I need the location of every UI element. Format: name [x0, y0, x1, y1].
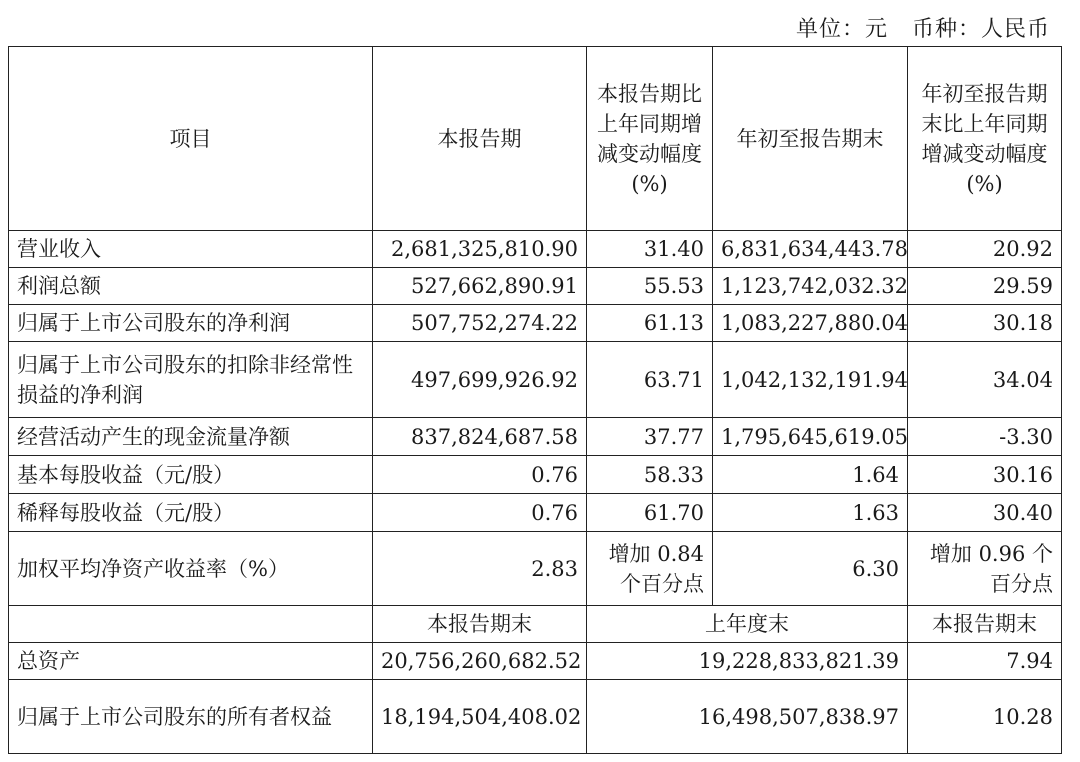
subheader-last-year-end: 上年度末: [587, 606, 908, 643]
unit-currency-line: [772, 12, 1050, 43]
header-current-change: 本报告期比上年同期增减变动幅度(%): [587, 47, 713, 231]
row-current-change: 61.70: [587, 494, 713, 532]
row-current: 0.76: [373, 494, 587, 532]
row-item: 归属于上市公司股东的净利润: [9, 305, 373, 342]
row-ytd: 6.30: [713, 532, 908, 606]
table-row: [9, 532, 1062, 606]
row-ytd: 6,831,634,443.78: [713, 231, 908, 268]
table-row: [9, 680, 1062, 754]
balance-last-year-end: 19,228,833,821.39: [587, 643, 908, 680]
row-ytd-change: 34.04: [908, 342, 1062, 418]
row-current-change: 增加 0.84 个百分点: [587, 532, 713, 606]
row-ytd-change: 30.18: [908, 305, 1062, 342]
balance-item: 归属于上市公司股东的所有者权益: [9, 680, 373, 754]
row-current: 507,752,274.22: [373, 305, 587, 342]
currency-label: 币种：人民币: [911, 17, 1050, 42]
row-ytd: 1,083,227,880.04: [713, 305, 908, 342]
row-item: 营业收入: [9, 231, 373, 268]
row-item: 基本每股收益（元/股）: [9, 456, 373, 494]
row-current: 527,662,890.91: [373, 268, 587, 305]
row-current: 2,681,325,810.90: [373, 231, 587, 268]
row-item: 经营活动产生的现金流量净额: [9, 418, 373, 456]
row-ytd-change: 29.59: [908, 268, 1062, 305]
row-current-change: 37.77: [587, 418, 713, 456]
subheader-change: 本报告期末: [908, 606, 1062, 643]
row-item: 加权平均净资产收益率（%）: [9, 532, 373, 606]
row-current: 497,699,926.92: [373, 342, 587, 418]
row-item: 归属于上市公司股东的扣除非经常性损益的净利润: [9, 342, 373, 418]
row-current-change: 61.13: [587, 305, 713, 342]
header-item: 项目: [9, 47, 373, 231]
row-ytd: 1.63: [713, 494, 908, 532]
row-current-change: 63.71: [587, 342, 713, 418]
balance-change: 7.94: [908, 643, 1062, 680]
row-ytd-change: 增加 0.96 个百分点: [908, 532, 1062, 606]
row-ytd-change: 20.92: [908, 231, 1062, 268]
table-row: [9, 418, 1062, 456]
table-row: [9, 643, 1062, 680]
table-row: [9, 456, 1062, 494]
row-ytd: 1.64: [713, 456, 908, 494]
row-current-change: 31.40: [587, 231, 713, 268]
row-ytd-change: -3.30: [908, 418, 1062, 456]
table-header-row: [9, 47, 1062, 231]
row-current: 0.76: [373, 456, 587, 494]
table-row: [9, 494, 1062, 532]
row-ytd-change: 30.40: [908, 494, 1062, 532]
header-ytd: 年初至报告期末: [713, 47, 908, 231]
row-ytd: 1,123,742,032.32: [713, 268, 908, 305]
table-row: [9, 342, 1062, 418]
row-item: 利润总额: [9, 268, 373, 305]
subheader-current-end: 本报告期末: [373, 606, 587, 643]
row-current: 2.83: [373, 532, 587, 606]
balance-item: 总资产: [9, 643, 373, 680]
header-ytd-change: 年初至报告期末比上年同期增减变动幅度(%): [908, 47, 1062, 231]
row-current: 837,824,687.58: [373, 418, 587, 456]
row-ytd-change: 30.16: [908, 456, 1062, 494]
subheader-empty-cell: [9, 606, 373, 643]
table-row: [9, 268, 1062, 305]
header-current-period: 本报告期: [373, 47, 587, 231]
row-current-change: 55.53: [587, 268, 713, 305]
row-ytd: 1,042,132,191.94: [713, 342, 908, 418]
row-item: 稀释每股收益（元/股）: [9, 494, 373, 532]
balance-last-year-end: 16,498,507,838.97: [587, 680, 908, 754]
balance-current-end: 20,756,260,682.52: [373, 643, 587, 680]
table-row: [9, 231, 1062, 268]
balance-change: 10.28: [908, 680, 1062, 754]
financial-summary-table: [8, 46, 1062, 754]
row-ytd: 1,795,645,619.05: [713, 418, 908, 456]
table-row: [9, 305, 1062, 342]
balance-subheader-row: [9, 606, 1062, 643]
row-current-change: 58.33: [587, 456, 713, 494]
balance-current-end: 18,194,504,408.02: [373, 680, 587, 754]
unit-label: 单位：元: [795, 17, 888, 42]
